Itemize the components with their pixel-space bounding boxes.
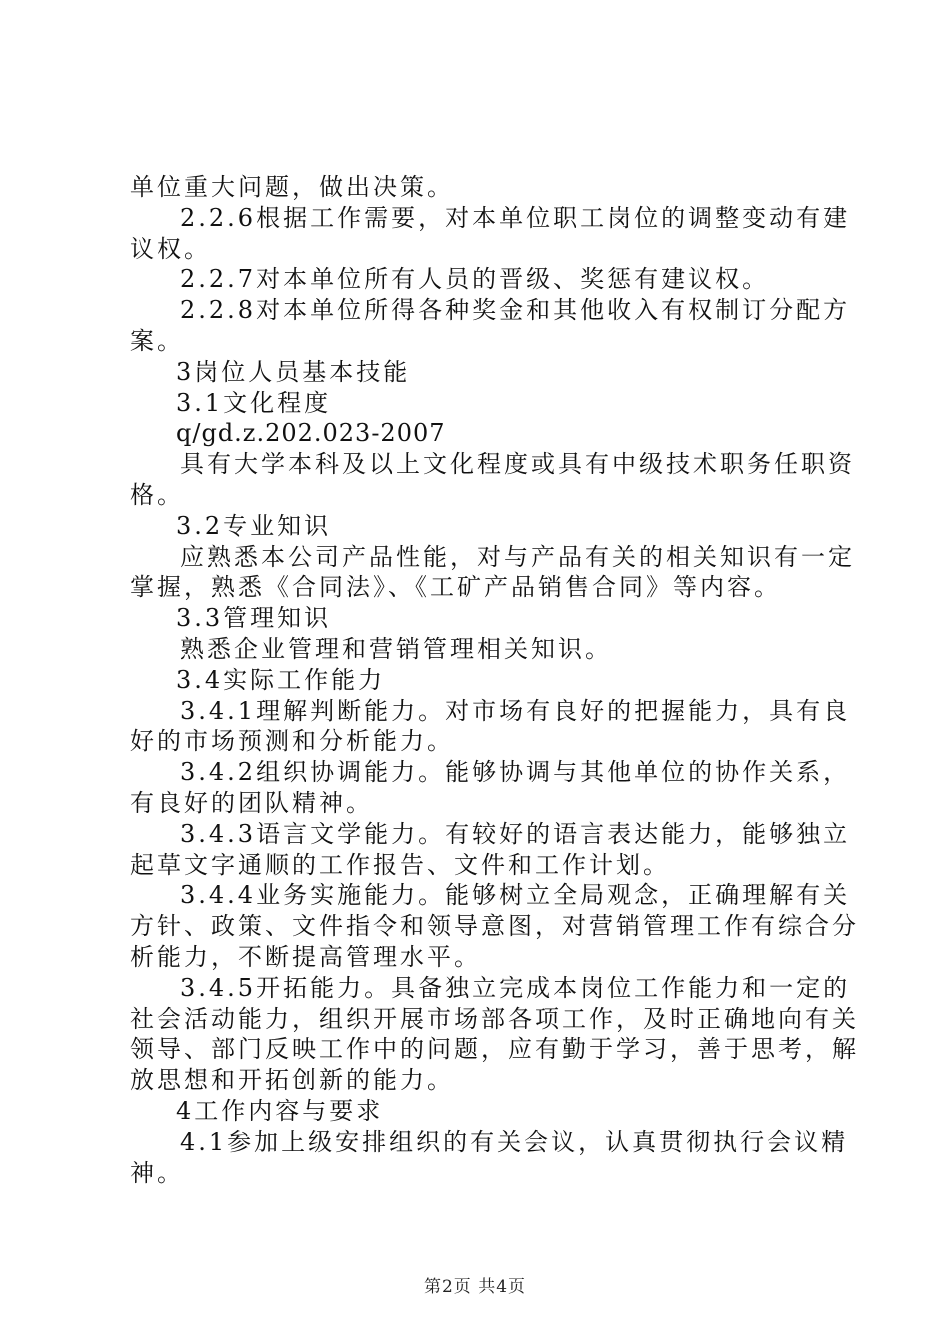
text-line: 方针、政策、文件指令和领导意图，对营销管理工作有综合分 [130, 912, 859, 941]
text-line: 掌握，熟悉《合同法》、《工矿产品销售合同》等内容。 [130, 573, 781, 602]
section-heading: 4工作内容与要求 [176, 1096, 384, 1125]
text-line: 放思想和开拓创新的能力。 [130, 1066, 454, 1095]
text-line: 具有大学本科及以上文化程度或具有中级技术职务任职资 [180, 450, 855, 479]
section-heading: 3岗位人员基本技能 [176, 357, 411, 386]
text-line: 3.4.2组织协调能力。能够协调与其他单位的协作关系， [180, 758, 851, 787]
text-line: 2.2.6根据工作需要，对本单位职工岗位的调整变动有建 [180, 203, 851, 232]
text-line: 3.4.4业务实施能力。能够树立全局观念，正确理解有关 [180, 881, 851, 910]
document-body [130, 172, 859, 1188]
text-line: 格。 [130, 480, 184, 509]
text-line: 3.4.3语言文学能力。有较好的语言表达能力，能够独立 [180, 819, 851, 848]
text-line: 有良好的团队精神。 [130, 788, 373, 817]
text-line: 社会活动能力，组织开展市场部各项工作，及时正确地向有关 [130, 1004, 859, 1033]
text-line: 4.1参加上级安排组织的有关会议，认真贯彻执行会议精 [180, 1127, 849, 1156]
text-line: 好的市场预测和分析能力。 [130, 727, 454, 756]
text-line: 3.4.5开拓能力。具备独立完成本岗位工作能力和一定的 [180, 973, 851, 1002]
text-line: 起草文字通顺的工作报告、文件和工作计划。 [130, 850, 670, 879]
subsection-heading: 3.3管理知识 [176, 604, 332, 633]
subsection-heading: 3.1文化程度 [176, 388, 332, 417]
text-line: 案。 [130, 326, 184, 355]
text-line: 议权。 [130, 234, 211, 263]
text-line: 领导、部门反映工作中的问题，应有勤于学习，善于思考，解 [130, 1035, 859, 1064]
text-line: 单位重大问题，做出决策。 [130, 173, 454, 201]
subsection-heading: 3.4实际工作能力 [176, 665, 386, 694]
text-line: 3.4.1理解判断能力。对市场有良好的把握能力，具有良 [180, 696, 851, 725]
subsection-heading: 3.2专业知识 [176, 511, 332, 540]
document-code: q/gd.z.202.023-2007 [176, 419, 446, 448]
text-line: 2.2.7对本单位所有人员的晋级、奖惩有建议权。 [180, 265, 770, 294]
text-line: 神。 [130, 1158, 184, 1187]
page-number-footer: 第2页 共4页 [423, 1277, 527, 1297]
text-line: 熟悉企业管理和营销管理相关知识。 [180, 634, 612, 663]
text-line: 2.2.8对本单位所得各种奖金和其他收入有权制订分配方 [180, 296, 851, 325]
text-line: 析能力，不断提高管理水平。 [130, 942, 481, 971]
text-line: 应熟悉本公司产品性能，对与产品有关的相关知识有一定 [180, 542, 855, 571]
